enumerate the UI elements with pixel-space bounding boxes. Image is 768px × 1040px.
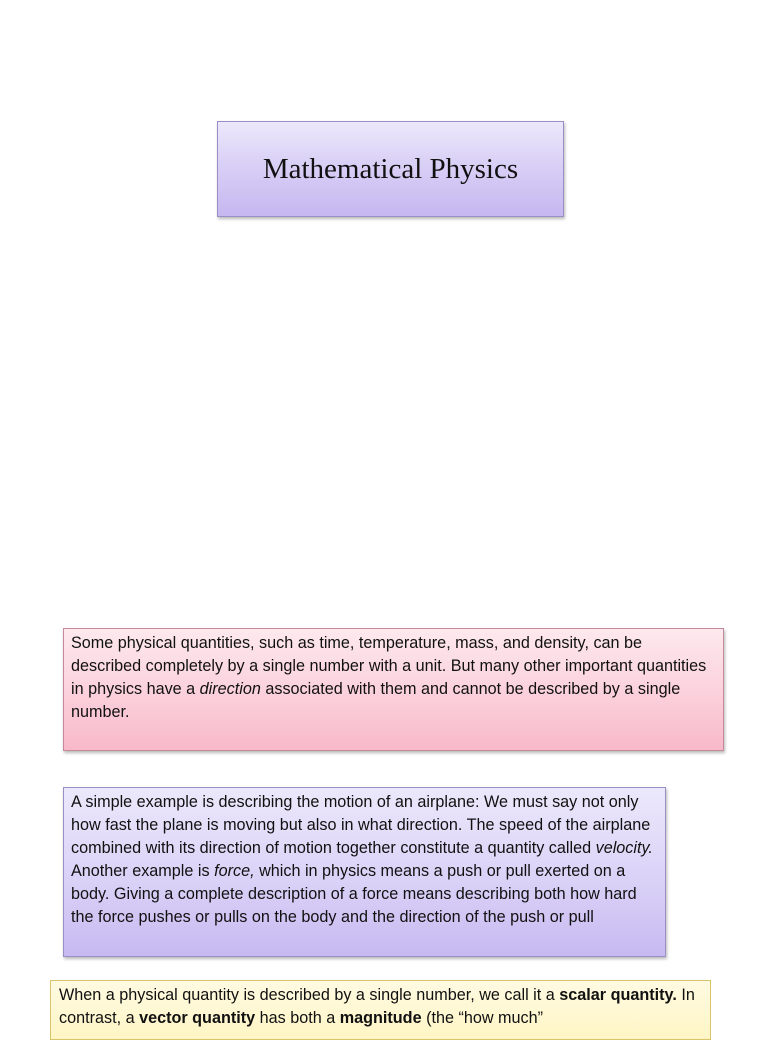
scalar-vector-definition-box [50, 980, 711, 1040]
definition-text-1: When a physical quantity is described by a single number, we call it a [59, 986, 560, 1004]
page-title: Mathematical Physics [262, 152, 519, 185]
scalar-intro-box [63, 628, 724, 751]
velocity-example-text-2: Another example is [71, 862, 215, 880]
scalar-vector-definition-paragraph [59, 984, 702, 1030]
velocity-example-text-3: which in physics means a push or pull exerted on a body. Giving a complete description of a force means describing both how hard the force pushes or pulls on the body and the direction of the push or pull [71, 862, 637, 926]
definition-text-2: In contrast, a [59, 986, 695, 1027]
scalar-intro-emphasis-direction: direction [199, 680, 261, 698]
definition-text-3: has both a [255, 1009, 340, 1027]
velocity-example-paragraph [71, 791, 658, 929]
vector-quantity-term: vector quantity [139, 1009, 256, 1027]
title-box [217, 121, 564, 217]
velocity-emphasis: velocity. [595, 839, 653, 857]
magnitude-term: magnitude [339, 1009, 422, 1027]
scalar-intro-text-2: associated with them and cannot be described by a single number. [71, 680, 681, 721]
scalar-quantity-term: scalar quantity. [559, 986, 677, 1004]
scalar-intro-text-1: Some physical quantities, such as time, temperature, mass, and density, can be described completely by a single number with a unit. But many other important quantities in physics have a [71, 634, 707, 698]
velocity-example-text-1: A simple example is describing the motion of an airplane: We must say not only how fast the plane is moving but also in what direction. The speed of the airplane combined with its direction of motion together constitute a quantity called [71, 793, 651, 857]
force-emphasis: force, [214, 862, 255, 880]
definition-text-4: (the “how much” [421, 1009, 544, 1027]
scalar-intro-paragraph [71, 632, 716, 724]
velocity-example-box [63, 787, 666, 957]
